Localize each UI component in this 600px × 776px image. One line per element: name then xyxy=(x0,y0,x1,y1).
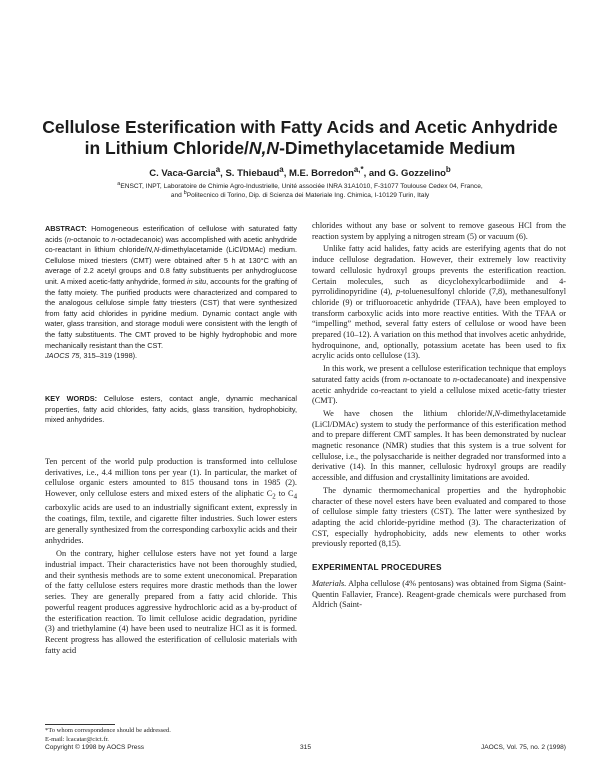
paragraph-text: -toluenesulfonyl chloride (7,8), methanesulfonyl chloride (9) or trifluoroacetic anhydride (TFAA), have been employed to transform carboxylic acids into more reactive entities. With the TFAA or “impelling” method, several fatty esters of cellulose or wood have been prepared (10–12). A variation on this method that involves acetic anhydride, hydroquinone, and, optionally, potassium acetate has been used to fix acrylic acids onto cellulose (13). xyxy=(312,287,566,361)
left-column-body xyxy=(45,457,297,659)
affiliation-b xyxy=(60,189,540,200)
paragraph-text: carboxylic acids are used to an industrially significant extent, expressly in the coatings, film, textile, and cigarette filter industries. Such lower esters are generally synthesized from the corresponding carboxylic acids and their anhydrides. xyxy=(45,503,297,545)
author-3-mark: a,* xyxy=(353,165,364,174)
paragraph-text: Ten percent of the world pulp production is transformed into cellulose derivatives, i.e., 4.4 million tons per year (1). In particular, the market of cellulose organic esters amounted to 815 thousand tons in 1985 (2). However, only cellulose esters and mixed esters of the aliphatic C xyxy=(45,457,297,499)
author-4-mark: b xyxy=(445,165,451,174)
footer-page-number: 315 xyxy=(299,744,311,751)
paragraph xyxy=(312,409,566,484)
footer-journal: JAOCS, Vol. 75, no. 2 (1998) xyxy=(480,744,566,751)
footnote-line-1: *To whom correspondence should be addressed. xyxy=(45,727,171,734)
subscript: 4 xyxy=(293,493,298,501)
author-3: M.E. Borredon xyxy=(288,168,354,180)
abstract xyxy=(45,224,297,362)
abstract-text: Homogeneous esterification of cellulose with saturated fatty acids ( xyxy=(45,224,297,244)
paragraph-italic: N,N xyxy=(486,408,501,418)
abstract-text: -dimethylacetamide (LiCl/DMAc) medium. Cellulose mixed triesters (CMT) were obtained after 5 h at 130°C with an average of 2.2 acetyl groups and 0.8 fatty substituents per anhydroglucose unit. A mixed acetic-fatty anhydride, formed xyxy=(45,245,297,286)
right-column-body xyxy=(312,221,566,613)
keywords-label: KEY WORDS: xyxy=(45,394,98,403)
paragraph-text: In this work, we present a cellulose esterification technique that employs saturated fatty acids (from xyxy=(312,364,566,384)
paragraph: On the contrary, higher cellulose esters have not yet found a large industrial impact. Their characteristics have not been thoroughly studied, and their synthesis methods are to some extent uneconomical. Preparation of the fatty cellulose esters requires more drastic methods than the lower series. They are generally prepared from a fatty acid chloride. This powerful reagent produces aggressive hydrochloric acid as a by-product of the esterification reaction. To limit cellulose acidic degradation, pyridine (3) and triethylamine (4) have been used to neutralize HCl as it is formed. Recent progress has allowed the esterification of cellulosic materials with fatty acid xyxy=(45,549,297,655)
affiliation-b-mark: b xyxy=(183,190,187,196)
paragraph-text: Unlike fatty acid halides, fatty acids are esterifying agents that do not induce cellulose degradation. However, their extremely low reactivity toward cellulosic hydroxyl groups prevents the esterification reaction. Certain molecules, such as dicyclohexylcarbodiimide and 4-pyrrolidinopyridine (4), xyxy=(312,244,566,297)
author-4: G. Gozzelino xyxy=(388,168,446,180)
title-line-2-post: -Dimethylacetamide Medium xyxy=(279,138,516,158)
paragraph xyxy=(312,364,566,407)
footnote-rule xyxy=(45,724,115,725)
abstract-text: -octanoic to xyxy=(70,234,112,244)
paragraph-italic: n xyxy=(402,374,407,384)
paper-title xyxy=(40,117,560,159)
author-2-mark: a xyxy=(279,165,284,174)
abstract-text: , accounts for the grafting of the fatty moiety. The purified products were characterized and compared to the analogous cellulose simple fatty triesters (CST) that were synthesized from fatty acid chlorides in pyridine medium. Dynamic contact angle with water, glass transition, and storage moduli were consistent with the length of the fatty substituents. The CMT proved to be highly hydrophobic and more mechanically resistant than the CST. xyxy=(45,276,297,350)
footnote-line-2: E-mail: lcacatar@cict.fr. xyxy=(45,735,109,743)
keywords xyxy=(45,394,297,426)
paragraph-text: Alpha cellulose (4% pentosans) was obtained from Sigma (Saint-Quentin Fallavier, France). Reagent-grade chemicals were purchased from Aldrich (Saint- xyxy=(312,578,566,610)
author-1-mark: a xyxy=(215,165,221,174)
paragraph-text: -octanoate to xyxy=(406,374,453,384)
keywords-text: Cellulose esters, contact angle, dynamic mechanical properties, fatty acid chlorides, fatty acids, glass transition, hydrophobicity, mixed anhydrides. xyxy=(45,394,297,425)
paragraph-italic: n xyxy=(452,374,458,384)
abstract-italic: n xyxy=(66,234,71,244)
author-list: C. Vaca-Garcia$^a$, S. Thiebaud$^a$, M.E. Borredon$^{a,*}$, and G. Gozzelino$^b$ xyxy=(149,165,451,180)
affiliation-and: and xyxy=(170,192,184,200)
paragraph xyxy=(45,457,297,546)
title-line-2-pre: in Lithium Chloride/ xyxy=(84,138,249,158)
abstract-italic: in situ xyxy=(187,276,207,286)
abstract-italic: N,N xyxy=(146,245,160,255)
paragraph xyxy=(312,579,566,611)
footer-copyright: Copyright © 1998 by AOCS Press xyxy=(45,744,145,751)
paragraph: chlorides without any base or solvent to remove gaseous HCl from the reaction system by applying a nitrogen stream (5) or vacuum (6). xyxy=(312,221,566,241)
paragraph-text: to C xyxy=(275,489,294,499)
section-heading: EXPERIMENTAL PROCEDURES xyxy=(312,562,442,573)
footnote xyxy=(45,727,297,744)
page-footer xyxy=(45,744,566,754)
abstract-ref: 315–319 (1998). xyxy=(81,351,138,361)
affiliation-a-mark: a xyxy=(117,181,121,187)
affiliation-a-text: ENSCT, INPT, Laboratoire de Chimie Agro-Industrielle, Unité associée INRA 31A1010, F-31077 Toulouse Cedex 04, France, xyxy=(120,183,483,191)
paragraph-text: We have chosen the lithium chloride/ xyxy=(323,408,487,418)
affiliation-b-text: Politecnico di Torino, Dip. di Scienza dei Materiale Ing. Chimica, I-10129 Turin, Italy xyxy=(186,192,430,200)
paragraph-run-in-heading: Materials. xyxy=(312,578,347,588)
title-line-2-italic: N,N xyxy=(248,138,280,158)
author-1: C. Vaca-Garcia xyxy=(149,168,216,180)
paragraph: The dynamic thermomechanical properties and the hydrophobic character of these novel esters have been evaluated and compared to those of cellulose simple fatty triesters (CST). The latter were synthesized by adapting the acid chloride-pyridine method (3). The characterization of CST, especially hydrophobicity, adds new elements to other works previously reported (8,15). xyxy=(312,485,566,549)
paragraph-text: -dimethylacetamide (LiCl/DMAc) system to study the performance of this esterification method and to prepare different CMT samples. It has been demonstrated by nuclear magnetic resonance (NMR) studies that this system is a true solvent for cellulose, i.e., the polysaccharide is neither degraded nor transformed into a derivative (14). In this manner, cellulosic hydroxyl groups are readily accessible, and diffusion and crystallinity limitations are avoided. xyxy=(312,408,566,483)
subscript: 2 xyxy=(272,493,276,501)
abstract-journal: JAOCS 75, xyxy=(45,351,82,361)
abstract-italic: n xyxy=(111,234,116,244)
author-2: S. Thiebaud xyxy=(225,168,280,180)
abstract-text: -octadecanoic) was accomplished with acetic anhydride co-reactant in lithium chloride/ xyxy=(45,234,297,255)
paragraph xyxy=(312,244,566,362)
title-line-1: Cellulose Esterification with Fatty Acids and Acetic Anhydride xyxy=(42,117,558,137)
abstract-label: ABSTRACT: xyxy=(45,224,87,233)
paragraph-italic: p xyxy=(396,287,401,297)
paragraph-text: -octadecanoate) and inexpensive acetic anhydride co-reactant to yield a cellulose mixed acetic-fatty triester (CMT). xyxy=(312,374,566,406)
